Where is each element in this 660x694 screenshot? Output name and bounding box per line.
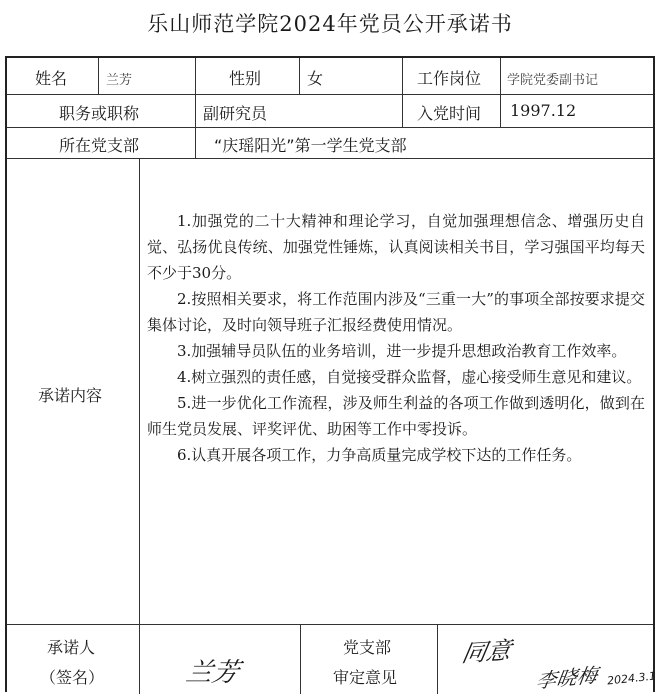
col-divider [195,94,196,127]
commitment-content [147,208,645,468]
party-branch-value: “庆瑶阳光”第一学生党支部 [214,136,407,155]
promiser-label: 承诺人 [47,638,96,657]
col-divider [500,58,501,127]
row-divider [7,624,653,625]
row-divider [7,127,653,128]
join-date-label: 入党时间 [417,104,482,123]
col-divider [195,58,196,94]
col-divider [98,58,99,94]
commitment-form [5,56,655,692]
commitment-label: 承诺内容 [38,386,103,405]
job-title-value: 副研究员 [203,104,268,123]
promiser-signature: 兰芳 [183,658,242,688]
col-divider [300,624,301,694]
sign-label: （签名） [40,668,105,687]
name-value: 兰芳 [106,73,133,88]
document-title: 乐山师范学院2024年党员公开承诺书 [147,12,513,36]
approval-date: 2024.3.1 [606,669,657,688]
position-label: 工作岗位 [417,69,482,88]
row-divider [7,158,653,159]
commitment-item: 2.按照相关要求，将工作范围内涉及“三重一大”的事项全部按要求提交集体讨论，及时向领导班子汇报经费使用情况。 [147,290,645,334]
approver-signature: 李晓梅 [534,662,600,694]
name-label: 姓名 [35,69,68,88]
commitment-item: 1.加强党的二十大精神和理论学习，自觉加强理想信念、增强历史自觉、弘扬优良传统、加强党性锤炼，认真阅读相关书目，学习强国平均每天不少于30分。 [147,212,645,282]
commitment-item: 5.进一步优化工作流程，涉及师生利益的各项工作做到透明化，做到在师生党员发展、评奖评优、助困等工作中零投诉。 [147,394,645,438]
col-divider [195,127,196,158]
gender-label: 性别 [229,69,262,88]
position-value: 学院党委副书记 [507,73,599,88]
commitment-item: 6.认真开展各项工作，力争高质量完成学校下达的工作任务。 [177,446,582,464]
gender-value: 女 [307,69,324,88]
row-divider [7,94,653,95]
commitment-item: 3.加强辅导员队伍的业务培训，进一步提升思想政治教育工作效率。 [177,342,627,360]
approval-text: 同意 [459,636,514,668]
col-divider [299,58,300,94]
party-branch-label: 所在党支部 [59,136,140,155]
branch-opinion-label-2: 审定意见 [333,668,398,687]
col-divider [437,624,438,694]
job-title-label: 职务或职称 [59,104,140,123]
join-date-value: 1997.12 [510,101,577,120]
col-divider [402,58,403,127]
col-divider [139,624,140,694]
branch-opinion-label-1: 党支部 [343,638,392,657]
col-divider [139,158,140,624]
commitment-item: 4.树立强烈的责任感，自觉接受群众监督，虚心接受师生意见和建议。 [177,368,642,386]
